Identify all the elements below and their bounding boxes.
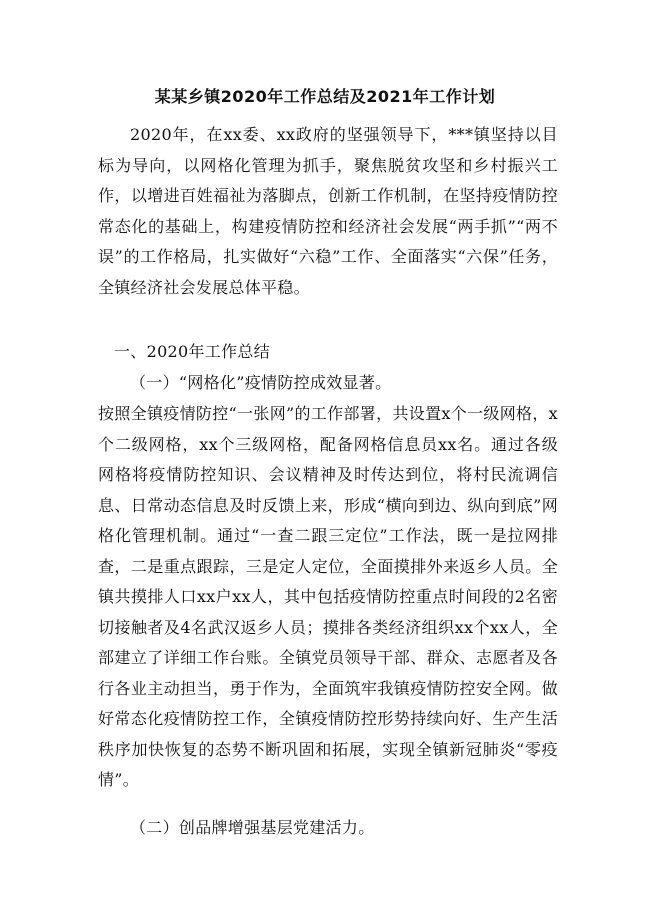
section-heading: 一、2020年工作总结 — [114, 342, 271, 361]
subsection-body-epidemic: 按照全镇疫情防控“一张网”的工作部署，共设置x个一级网格，x个二级网格，xx个三级网格，配备网格信息员xx名。通过各级网格将疫情防控知识、会议精神及时传达到位，将村民流调信息、日常动态信息及时反馈上来，形成“横向到边、纵向到底”网格化管理机制。通过“一查二跟三定位”工作法，既一是拉网排查，二是重点跟踪，三是定人定位，全面摸排外来返乡人员。全镇共摸排人口xx户xx人，其中包括疫情防控重点时间段的2名密切接触者及4名武汉返乡人员；摸排各类经济组织xx个xx人，全部建立了详细工作台账。全镇党员领导干部、群众、志愿者及各行各业主动担当，勇于作为，全面筑牢我镇疫情防控安全网。做好常态化疫情防控工作，全镇疫情防控形势持续向好、生产生活秩序加快恢复的态势不断巩固和拓展，实现全镇新冠肺炎“零疫情”。 — [98, 404, 558, 789]
subsection-heading-epidemic: （一）“网格化”疫情防控成效显著。 — [130, 373, 392, 392]
intro-paragraph: 2020年，在xx委、xx政府的坚强领导下，***镇坚持以目标为导向，以网格化管理为抓手，聚焦脱贫攻坚和乡村振兴工作，以增进百姓福祉为落脚点，创新工作机制，在坚持疫情防控常态化的基础上，构建疫情防控和经济社会发展“两手抓”“两不误”的工作格局，扎实做好“六稳”工作、全面落实“六保”任务，全镇经济社会发展总体平稳。 — [98, 125, 558, 297]
document-title: 某某乡镇2020年工作总结及2021年工作计划 — [154, 87, 496, 106]
subsection-heading-party-building: （二）创品牌增强基层党建活力。 — [130, 818, 375, 837]
